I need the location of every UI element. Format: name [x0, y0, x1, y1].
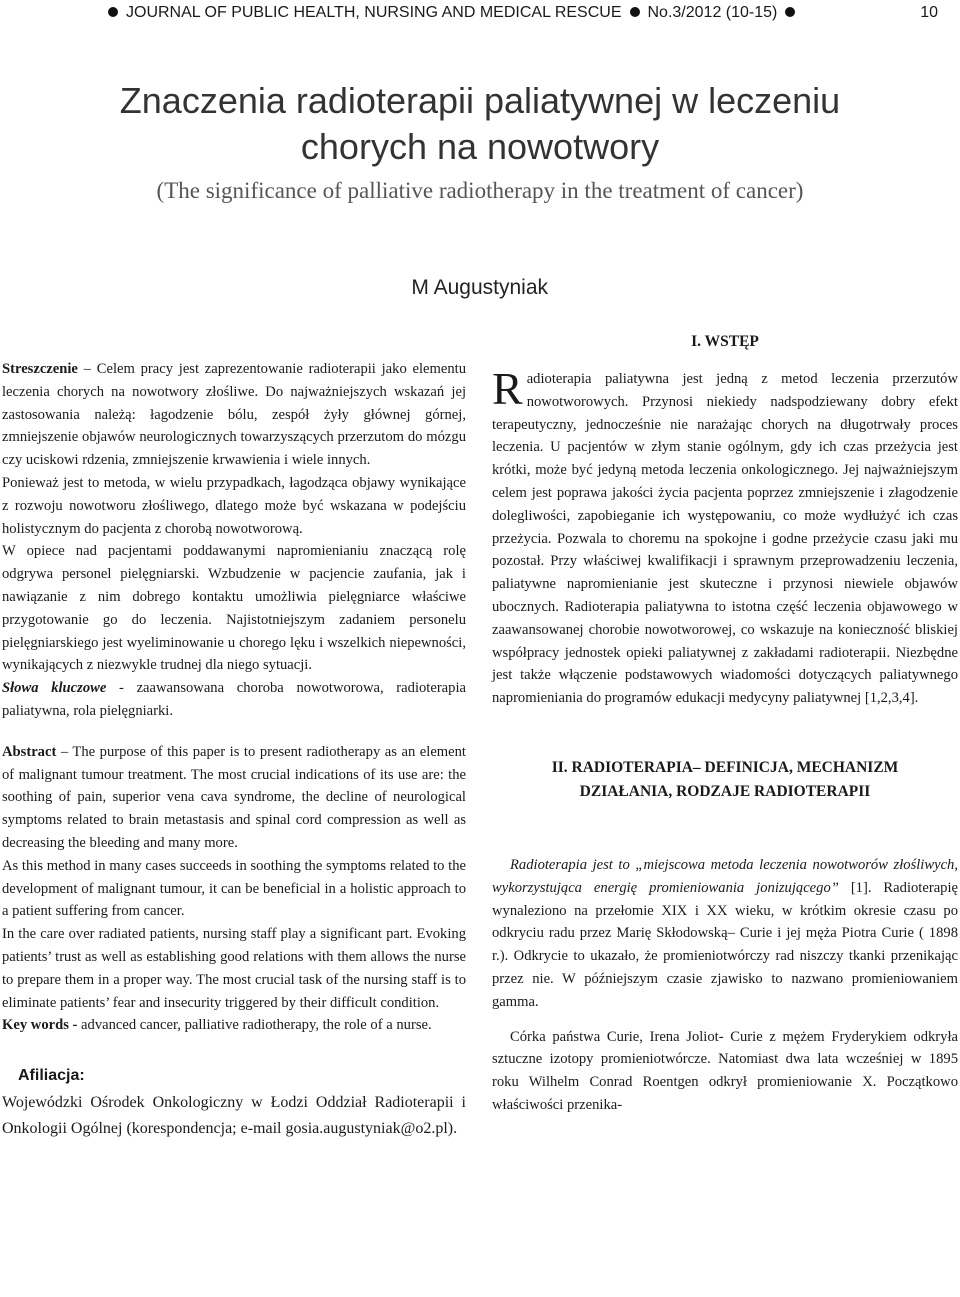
bullet-icon	[630, 7, 640, 17]
bullet-icon	[785, 7, 795, 17]
bullet-icon	[108, 7, 118, 17]
section-heading-2-line-1: II. RADIOTERAPIA– DEFINICJA, MECHANIZM	[551, 758, 899, 776]
section2-paragraph-1: Radioterapia jest to „miejscowa metoda leczenia nowotworów złośliwych, wykorzystująca energię promieniowania jonizującego” [1]. Radioterapię wynaleziono na przełomie XIX i XX wieku, w krótkim okresie czasu po odkryciu radu przez Marię Skłodowską– Curie i jej męża Piotra Curie ( 1898 r.). Odkrycie to ukazało, że promieniotwórczy rad niszczy tkanki przenikając przez nie. W późniejszym czasie zjawisko to nazwano promieniowaniem gamma.	[492, 856, 958, 1010]
streszczenie-paragraph-1: Streszczenie – Celem pracy jest zaprezentowanie radioterapii jako elementu leczenia chorych na nowotwory złośliwe. Do najważniejszych wskazań jej zastosowania należą: łagodzenie bólu, zespół żyły głównej górnej, zmniejszenie objawów neurologicznych towarzyszących przerzutom do mózgu czy uciskowi rdzenia, zmniejszenie krwawienia i wiele innych.	[2, 361, 466, 469]
affiliation-label: Afiliacja:	[18, 1067, 85, 1085]
title-block	[0, 78, 960, 206]
abstract-label: Abstract	[2, 743, 57, 760]
journal-issue: No.3/2012 (10-15)	[647, 4, 778, 21]
article-title-english: (The significance of palliative radiotherapy in the treatment of cancer)	[156, 178, 804, 203]
intro-paragraph: Radioterapia paliatywna jest jedną z metod leczenia przerzutów nowotworowych. Przynosi niekiedy nadspodziewany dobry efekt terapeutyczny, jednocześnie nie narażając chorych na długotrwały proces leczenia. U pacjentów w złym stanie ogólnym, gdy ich czas przeżycia jest krótki, może być jedyną metoda leczenia onkologicznego. Jej najważniejszym celem jest poprawa jakości życia pacjenta poprzez zmniejszenie i złagodzenie dolegliwości, zapobieganie ich występowaniu, co może wydłużyć ich czas przeżycia. Pozwala to choremu na spokojne i godne przeżycie czasu jaki mu pozostał. Przy właściwej kwalifikacji i sprawnym przeprowadzeniu leczenia, paliatywne napromienianie jest skuteczne i przynosi niewiele objawów ubocznych. Radioterapia paliatywna to istotna część leczenia objawowego w zaawansowanej chorobie nowotworowej, co wskazuje na konieczność bliskiej współpracy jednostek opieki paliatywnej z zakładami radioterapii. Niezbędne jest także włączenie podstawowych wiadomości dotyczących paliatywnego napromieniania do programów edukacji medycyny paliatywnej [1,2,3,4].	[492, 363, 958, 707]
streszczenie-keywords: Słowa kluczowe - zaawansowana choroba nowotworowa, radioterapia paliatywna, rola pielęgniarki.	[2, 680, 466, 719]
article-title	[0, 78, 960, 170]
abstract-paragraph-1: Abstract – The purpose of this paper is to present radiotherapy as an element of malignant tumour treatment. The most crucial indications of its use are: the soothing of pain, superior vena cava syndrome, the decline of neurological symptoms related to brain metastasis and spinal cord compression as well as decreasing the bleeding and many more.	[2, 743, 466, 851]
article-title-line-1: Znaczenia radioterapii paliatywnej w leczeniu	[119, 80, 841, 121]
abstract-paragraph-2: As this method in many cases succeeds in soothing the symptoms related to the development of malignant tumour, it can be beneficial in a holistic approach to a patient suffering from cancer.	[2, 857, 466, 920]
streszczenie-label: Streszczenie	[2, 361, 78, 377]
streszczenie-paragraph-3: W opiece nad pacjentami poddawanymi napromienianiu znaczącą rolę odgrywa personel pielęgniarski. Wzbudzenie w pacjencie zaufania, jak i nawiązanie z nim dobrego kontaktu umożliwia pielęgniarce właściwe przygotowanie go do leczenia. Najistotniejszym zadaniem personelu pielęgniarskiego jest wyeliminowanie u chorego lęku i wszelkich niepewności, wynikających z niezwykle trudnej dla niego sytuacji.	[2, 543, 466, 674]
section2-paragraph-2: Córka państwa Curie, Irena Joliot- Curie z mężem Fryderykiem odkryła sztuczne izotopy promieniotwórcze. Natomiast dwa lata wcześniej w 1895 roku Wilhelm Conrad Roentgen odkrył promieniowanie X. Początkowo właściwości przenika-	[492, 1028, 958, 1113]
section-heading-2-line-2: DZIAŁANIA, RODZAJE RADIOTERAPII	[579, 782, 871, 800]
page-number: 10	[920, 4, 938, 21]
affiliation-text: Wojewódzki Ośrodek Onkologiczny w Łodzi Oddział Radioterapii i Onkologii Ogólnej (korespondencja; e-mail gosia.augustyniak@o2.pl).	[2, 1093, 466, 1137]
abstract-paragraph-3: In the care over radiated patients, nursing staff play a significant part. Evoking patients’ trust as well as establishing good relations with them allows the nurse to prepare them in a proper way. The most crucial task of the nursing staff is to eliminate patients’ fear and insecurity triggered by their difficult condition.	[2, 926, 466, 1011]
left-column	[2, 358, 466, 1142]
keywords-label-en: Key words -	[2, 1017, 78, 1034]
streszczenie-paragraph-2: Ponieważ jest to metoda, w wielu przypadkach, łagodząca objawy wynikające z rozwoju nowotworu złośliwego, dlatego może być wskazana w podejściu holistycznym do pacjenta z chorobą nowotworową.	[2, 474, 466, 537]
article-title-line-2: chorych na nowotwory	[300, 126, 660, 167]
running-header	[0, 0, 960, 30]
abstract-keywords: Key words - advanced cancer, palliative radiotherapy, the role of a nurse.	[2, 1017, 432, 1034]
author-name: M Augustyniak	[411, 276, 548, 299]
journal-header-line	[100, 4, 803, 22]
journal-name: JOURNAL OF PUBLIC HEALTH, NURSING AND MEDICAL RESCUE	[126, 4, 622, 21]
section-heading-2	[492, 756, 958, 804]
drop-cap: R	[492, 363, 523, 414]
section-heading-intro: I. WSTĘP	[691, 333, 759, 350]
keywords-label-pl: Słowa kluczowe	[2, 680, 107, 697]
right-column	[492, 330, 958, 1117]
